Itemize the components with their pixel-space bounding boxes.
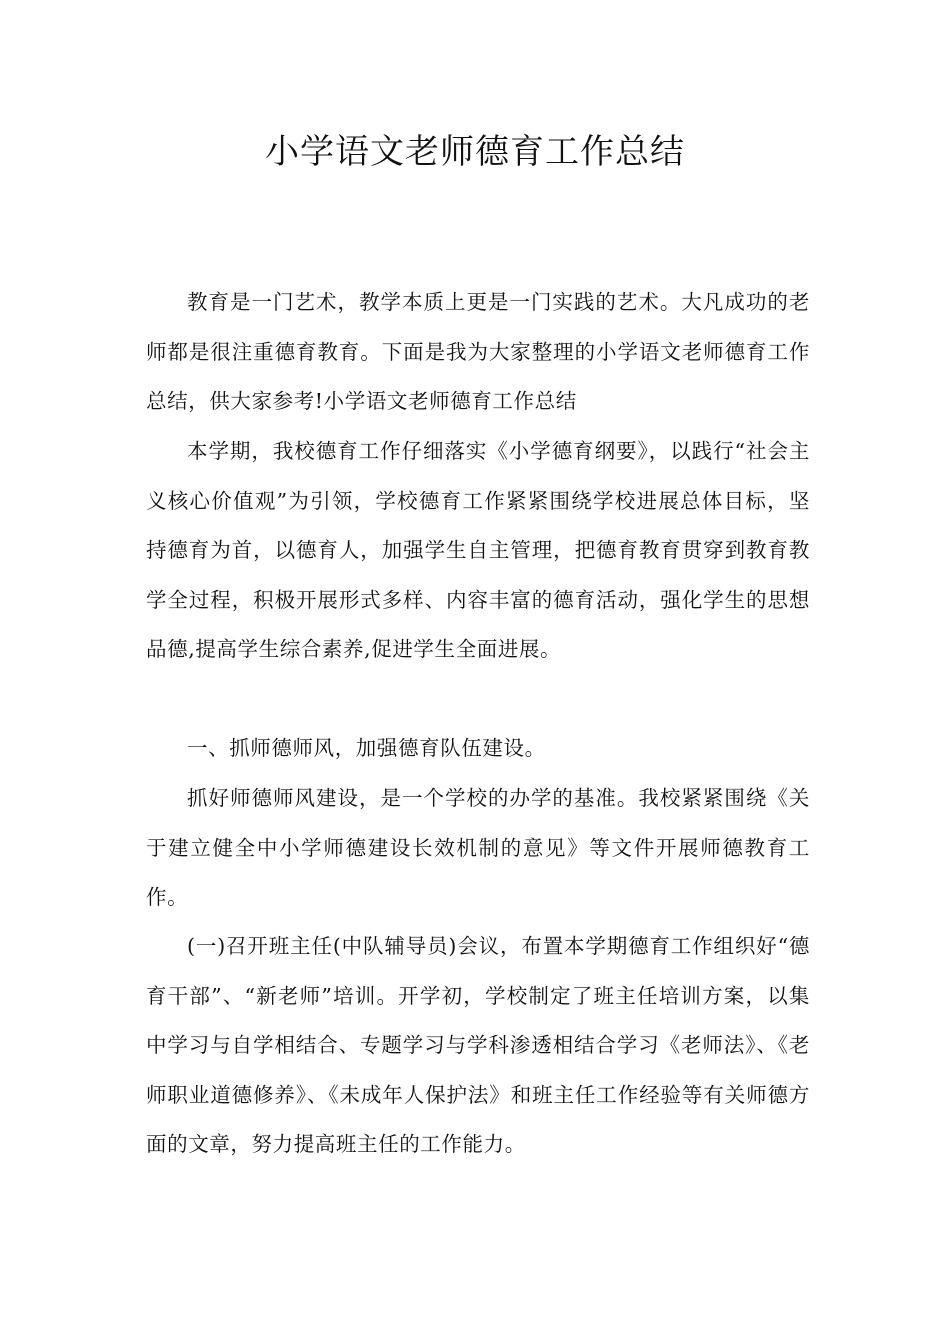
- paragraph-overview: 本学期，我校德育工作仔细落实《小学德育纲要》，以践行“社会主义核心价值观”为引领，学校德育工作紧紧围绕学校进展总体目标，坚持德育为首，以德育人，加强学生自主管理，把德育教育贯穿到教育教学全过程，积极开展形式多样、内容丰富的德育活动，强化学生的思想品德,提高学生综合素养,促进学生全面进展。: [146, 439, 810, 661]
- document-title: 小学语文老师德育工作总结: [265, 132, 685, 172]
- paragraph-section1-body: 抓好师德师风建设，是一个学校的办学的基准。我校紧紧围绕《关于建立健全中小学师德建设长效机制的意见》等文件开展师德教育工作。: [146, 786, 810, 909]
- paragraph-section1-item1: (一)召开班主任(中队辅导员)会议，布置本学期德育工作组织好“德育干部”、“新老师”培训。开学初，学校制定了班主任培训方案，以集中学习与自学相结合、专题学习与学科渗透相结合学习《老师法》、《老师职业道德修养》、《未成年人保护法》和班主任工作经验等有关师德方面的文章，努力提高班主任的工作能力。: [146, 934, 810, 1156]
- section-heading-1: 一、抓师德师风，加强德育队伍建设。: [187, 736, 546, 760]
- paragraph-intro: 教育是一门艺术，教学本质上更是一门实践的艺术。大凡成功的老师都是很注重德育教育。下面是我为大家整理的小学语文老师德育工作总结，供大家参考!小学语文老师德育工作总结: [146, 290, 810, 413]
